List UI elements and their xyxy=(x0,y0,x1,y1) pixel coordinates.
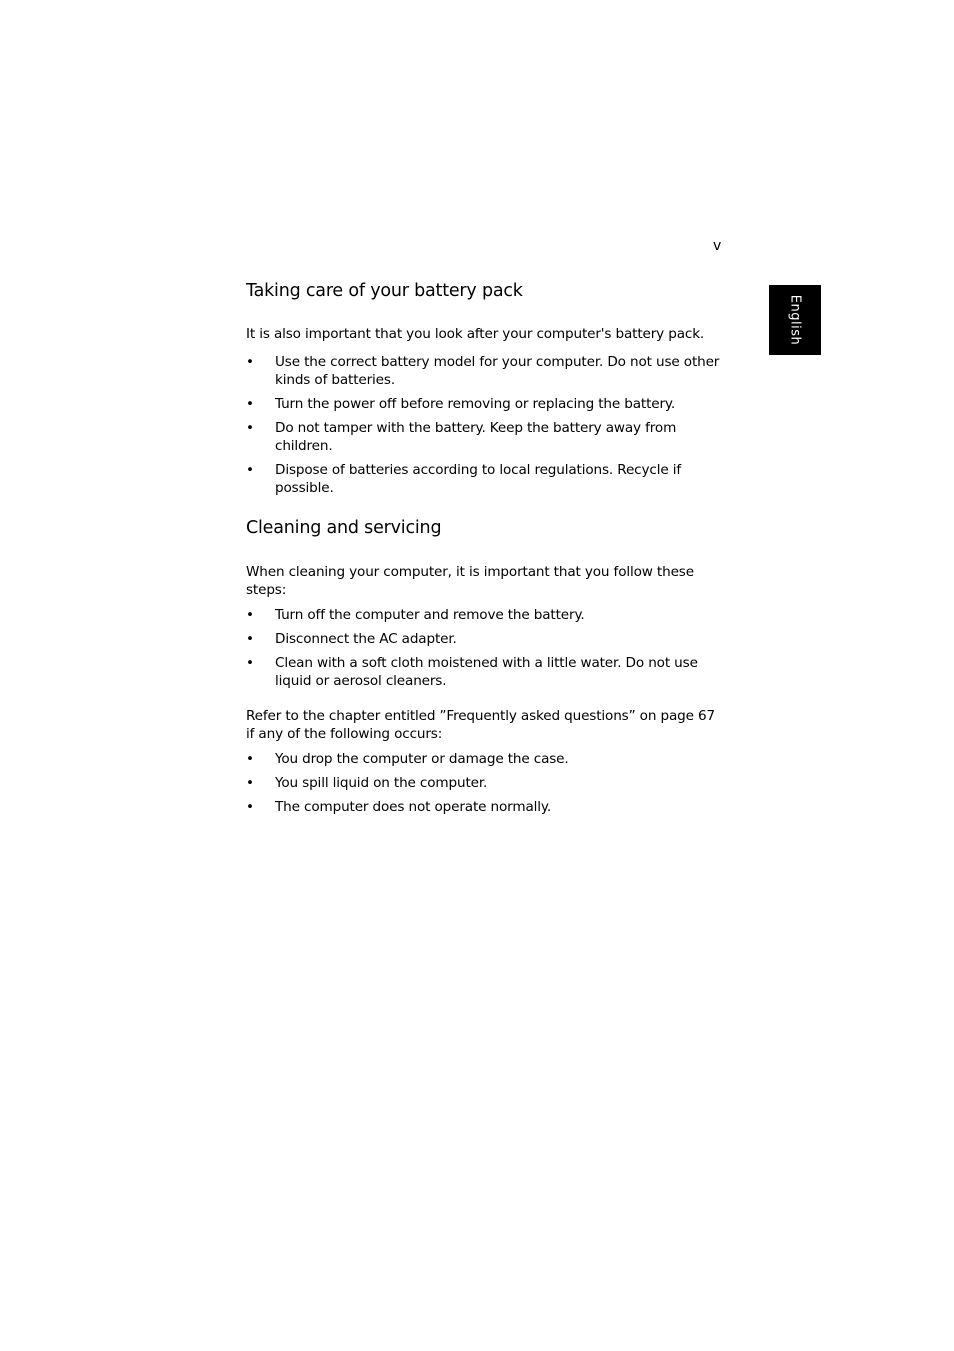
bullet-dot: • xyxy=(246,462,254,478)
language-tab-label: English xyxy=(787,294,803,346)
list-item-text: Turn off the computer and remove the battery. xyxy=(275,607,585,623)
bullet-dot: • xyxy=(246,354,254,370)
section-heading-cleaning: Cleaning and servicing xyxy=(246,518,442,538)
list-item xyxy=(246,461,726,497)
list-item xyxy=(246,419,726,455)
battery-bullet-list xyxy=(246,353,726,503)
list-item xyxy=(246,654,726,690)
list-item-text: You spill liquid on the computer. xyxy=(275,775,488,791)
battery-intro-paragraph: It is also important that you look after your computer's battery pack. xyxy=(246,326,705,342)
list-item xyxy=(246,353,726,389)
list-item xyxy=(246,750,726,768)
page-number: v xyxy=(713,238,722,254)
bullet-dot: • xyxy=(246,607,254,623)
cleaning-bullet-list xyxy=(246,606,726,696)
section-heading-battery: Taking care of your battery pack xyxy=(246,281,523,301)
list-item xyxy=(246,630,726,648)
bullet-dot: • xyxy=(246,396,254,412)
list-item-text: The computer does not operate normally. xyxy=(275,799,552,815)
language-tab xyxy=(769,285,821,355)
list-item-text: Turn the power off before removing or replacing the battery. xyxy=(275,396,676,412)
bullet-dot: • xyxy=(246,751,254,767)
list-item-text: Dispose of batteries according to local regulations. Recycle if possible. xyxy=(275,462,681,496)
list-item xyxy=(246,606,726,624)
bullet-dot: • xyxy=(246,631,254,647)
list-item-text: Use the correct battery model for your computer. Do not use other kinds of batteries. xyxy=(275,354,720,388)
occurrence-bullet-list xyxy=(246,750,726,822)
list-item xyxy=(246,798,726,816)
bullet-dot: • xyxy=(246,799,254,815)
bullet-dot: • xyxy=(246,420,254,436)
bullet-dot: • xyxy=(246,655,254,671)
list-item-text: You drop the computer or damage the case. xyxy=(275,751,569,767)
list-item-text: Clean with a soft cloth moistened with a little water. Do not use liquid or aerosol cleaners. xyxy=(275,655,698,689)
refer-faq-paragraph: Refer to the chapter entitled ”Frequently asked questions” on page 67 if any of the following occurs: xyxy=(246,708,715,742)
list-item xyxy=(246,395,726,413)
cleaning-intro-paragraph: When cleaning your computer, it is important that you follow these steps: xyxy=(246,564,694,598)
bullet-dot: • xyxy=(246,775,254,791)
list-item-text: Disconnect the AC adapter. xyxy=(275,631,457,647)
list-item xyxy=(246,774,726,792)
list-item-text: Do not tamper with the battery. Keep the battery away from children. xyxy=(275,420,677,454)
